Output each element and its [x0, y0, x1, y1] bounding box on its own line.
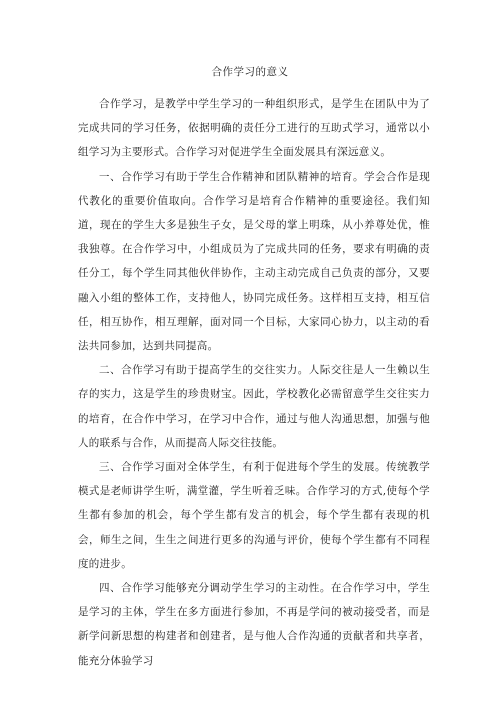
document-title: 合作学习的意义	[211, 66, 289, 78]
paragraph-point-3: 三、合作学习面对全体学生，有利于促进每个学生的发展。传统教学模式是老师讲学生听，满堂灌，学生听着乏味。合作学习的方式,使每个学生都有参加的机会，每个学生都有发言的机会，每个学生都有表现的机会，师生之间，生生之间进行更多的沟通与评价，使每个学生都有不同程度的进步。	[78, 461, 430, 570]
paragraph-point-1: 一、合作学习有助于学生合作精神和团队精神的培育。学会合作是现代教化的重要价值取向。合作学习是培育合作精神的重要途径。我们知道，现在的学生大多是独生子女，是父母的掌上明珠，从小养尊处优，惟我独尊。在合作学习中，小组成员为了完成共同的任务，要求有明确的责任分工，每个学生同其他伙伴协作，主动主动完成自己负责的部分，又要融入小组的整体工作，支持他人，协同完成任务。这样相互支持，相互信任，相互协作，相互理解，面对同一个目标，大家同心协力，以主动的看法共同参加，达到共同提高。	[78, 170, 430, 353]
paragraph-point-4: 四、合作学习能够充分调动学生学习的主动性。在合作学习中，学生是学习的主体，学生在多方面进行参加，不再是学问的被动接受者，而是新学问新思想的构建者和创建者，是与他人合作沟通的贡献者和共享者，能充分体验学习	[78, 582, 430, 667]
paragraph-point-2: 二、合作学习有助于提高学生的交往实力。人际交往是人一生赖以生存的实力，这是学生的珍贵财宝。因此，学校教化必需留意学生交往实力的培育，在合作中学习，在学习中合作，通过与他人沟通思想，加强与他人的联系与合作，从而提高人际交往技能。	[78, 364, 430, 449]
document-body	[78, 92, 430, 673]
paragraph-intro: 合作学习，是教学中学生学习的一种组织形式，是学生在团队中为了完成共同的学习任务，依据明确的责任分工进行的互助式学习，通常以小组学习为主要形式。合作学习对促进学生全面发展具有深远意义。	[78, 98, 430, 159]
